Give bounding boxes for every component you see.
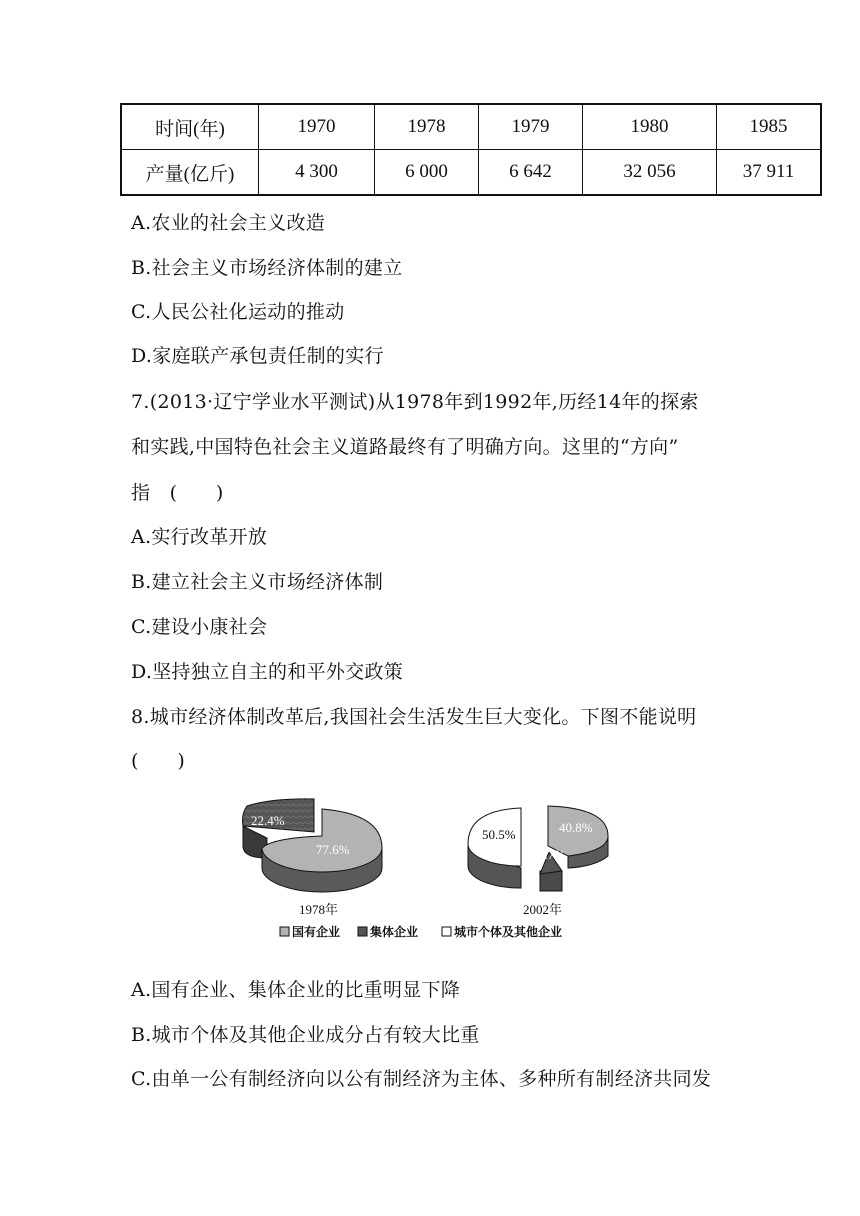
year-cell: 1980 [583, 104, 717, 150]
grain-output-table [120, 103, 822, 196]
q7-stem-line1: 7.(2013·辽宁学业水平测试)从1978年到1992年,历经14年的探索 [131, 391, 699, 413]
output-cell: 4 300 [259, 150, 375, 196]
chart-label-1978-collective: 22.4% [251, 813, 285, 828]
legend-label-private: 城市个体及其他企业 [454, 925, 563, 939]
q7-option-a: A.实行改革开放 [131, 526, 268, 548]
q6-option-c: C.人民公社化运动的推动 [131, 301, 345, 323]
legend-label-collective: 集体企业 [370, 925, 419, 939]
chart-year-2002: 2002年 [523, 902, 563, 917]
q7-option-d: D.坚持独立自主的和平外交政策 [131, 661, 404, 683]
enterprise-share-pie-charts [232, 796, 612, 946]
q7-stem-line2: 和实践,中国特色社会主义道路最终有了明确方向。这里的“方向” [131, 436, 679, 458]
legend-swatch-private [442, 927, 451, 936]
table-row-label: 产量(亿斤) [121, 150, 259, 196]
q8-option-a: A.国有企业、集体企业的比重明显下降 [131, 979, 461, 1001]
legend-swatch-collective [358, 927, 367, 936]
q6-option-d: D.家庭联产承包责任制的实行 [131, 345, 384, 367]
chart-year-1978: 1978年 [299, 902, 339, 917]
q7-stem-line3: 指 ( ) [131, 482, 224, 504]
table-header-cell: 时间(年) [121, 104, 259, 150]
q8-stem-line1: 8.城市经济体制改革后,我国社会生活发生巨大变化。下图不能说明 [131, 706, 697, 728]
output-cell: 37 911 [717, 150, 822, 196]
table-row [121, 150, 821, 196]
year-cell: 1978 [375, 104, 479, 150]
year-cell: 1979 [479, 104, 583, 150]
q7-option-c: C.建设小康社会 [131, 616, 268, 638]
q8-stem-line2: ( ) [131, 750, 186, 772]
chart-label-2002-private: 50.5% [482, 827, 516, 842]
chart-label-2002-state: 40.8% [559, 820, 593, 835]
legend-swatch-state [280, 927, 289, 936]
chart-label-1978-state: 77.6% [316, 842, 350, 857]
output-cell: 32 056 [583, 150, 717, 196]
q7-option-b: B.建立社会主义市场经济体制 [131, 571, 384, 593]
output-cell: 6 000 [375, 150, 479, 196]
q6-option-a: A.农业的社会主义改造 [131, 212, 326, 234]
q6-option-b: B.社会主义市场经济体制的建立 [131, 257, 403, 279]
table-row [121, 104, 821, 150]
year-cell: 1970 [259, 104, 375, 150]
chart-label-2002-collective: 8.7% [538, 847, 566, 862]
legend-label-state: 国有企业 [292, 925, 341, 939]
q8-option-c: C.由单一公有制经济向以公有制经济为主体、多种所有制经济共同发 [131, 1068, 712, 1090]
output-cell: 6 642 [479, 150, 583, 196]
q8-option-b: B.城市个体及其他企业成分占有较大比重 [131, 1024, 480, 1046]
year-cell: 1985 [717, 104, 822, 150]
